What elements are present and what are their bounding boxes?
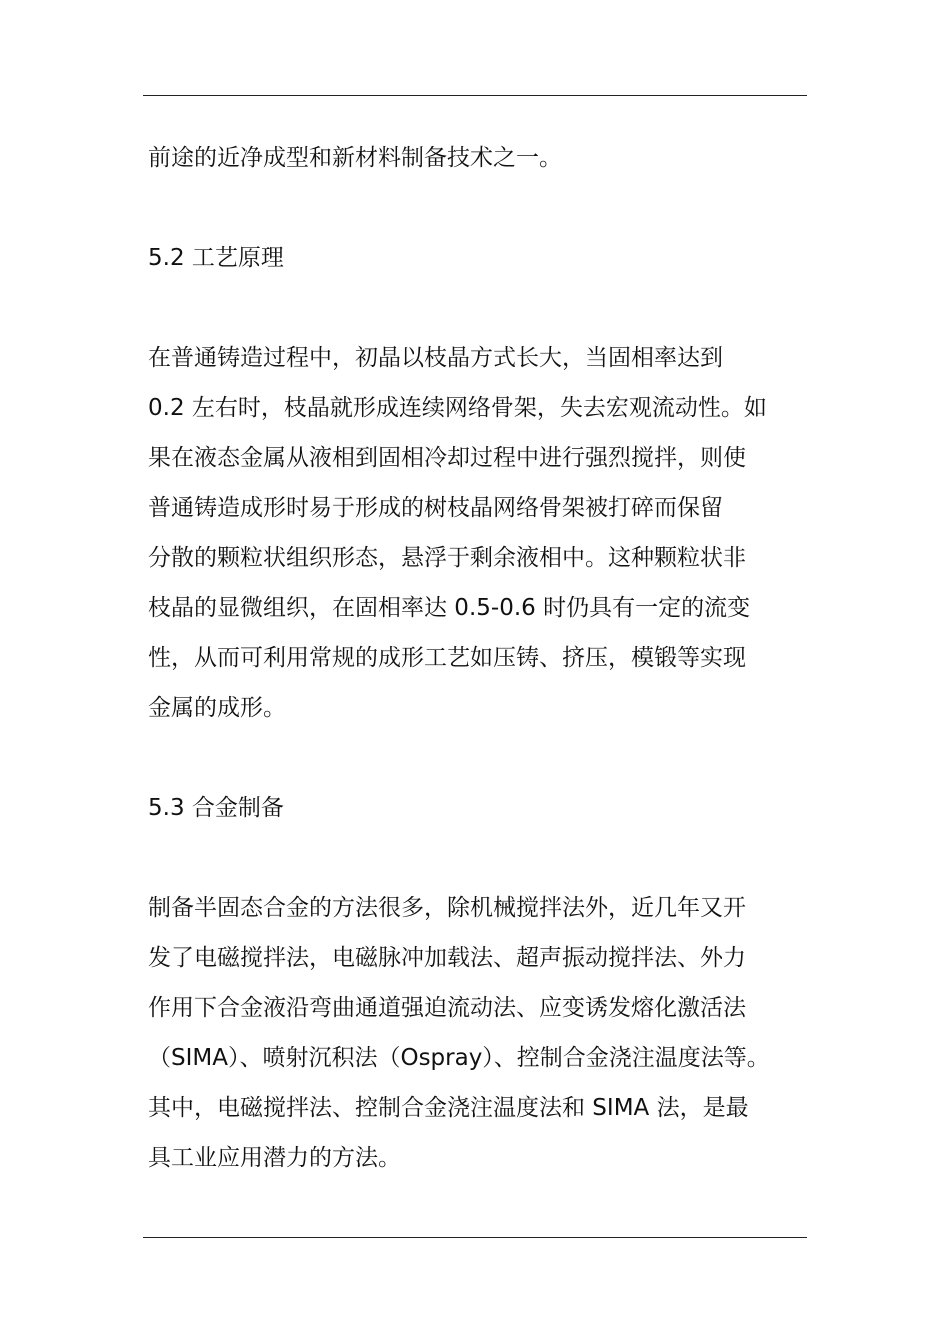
section-heading-5-3: 5.3 合金制备 (148, 795, 284, 821)
paragraph-preparation-line: 发了电磁搅拌法，电磁脉冲加载法、超声振动搅拌法、外力 (148, 945, 746, 971)
section-heading-5-2: 5.2 工艺原理 (148, 245, 284, 271)
blank-line (148, 733, 808, 783)
paragraph-principle-line: 普通铸造成形时易于形成的树枝晶网络骨架被打碎而保留 (148, 495, 723, 521)
paragraph-principle-line: 在普通铸造过程中，初晶以枝晶方式长大，当固相率达到 (148, 345, 723, 371)
paragraph-principle-line: 性，从而可利用常规的成形工艺如压铸、挤压，模锻等实现 (148, 645, 746, 671)
paragraph-principle-line: 枝晶的显微组织，在固相率达 0.5-0.6 时仍具有一定的流变 (148, 595, 751, 621)
paragraph-preparation-line: 制备半固态合金的方法很多，除机械搅拌法外，近几年又开 (148, 895, 746, 921)
paragraph-principle-line: 分散的颗粒状组织形态，悬浮于剩余液相中。这种颗粒状非 (148, 545, 746, 571)
paragraph-preparation-line: 具工业应用潜力的方法。 (148, 1145, 401, 1171)
paragraph-principle-line: 0.2 左右时，枝晶就形成连续网络骨架，失去宏观流动性。如 (148, 395, 767, 421)
paragraph-preparation-line: 其中，电磁搅拌法、控制合金浇注温度法和 SIMA 法，是最 (148, 1095, 749, 1121)
blank-line (148, 183, 808, 233)
paragraph-principle-line: 金属的成形。 (148, 695, 286, 721)
document-body (148, 133, 808, 1183)
paragraph-principle-line: 果在液态金属从液相到固相冷却过程中进行强烈搅拌，则使 (148, 445, 746, 471)
paragraph-intro-line: 前途的近净成型和新材料制备技术之一。 (148, 145, 562, 171)
paragraph-preparation-line: 作用下合金液沿弯曲通道强迫流动法、应变诱发熔化激活法 (148, 995, 746, 1021)
blank-line (148, 833, 808, 883)
blank-line (148, 283, 808, 333)
header-rule (143, 95, 807, 96)
footer-rule (143, 1237, 807, 1238)
paragraph-preparation-line: （SIMA）、喷射沉积法（Ospray）、控制合金浇注温度法等。 (148, 1045, 770, 1071)
